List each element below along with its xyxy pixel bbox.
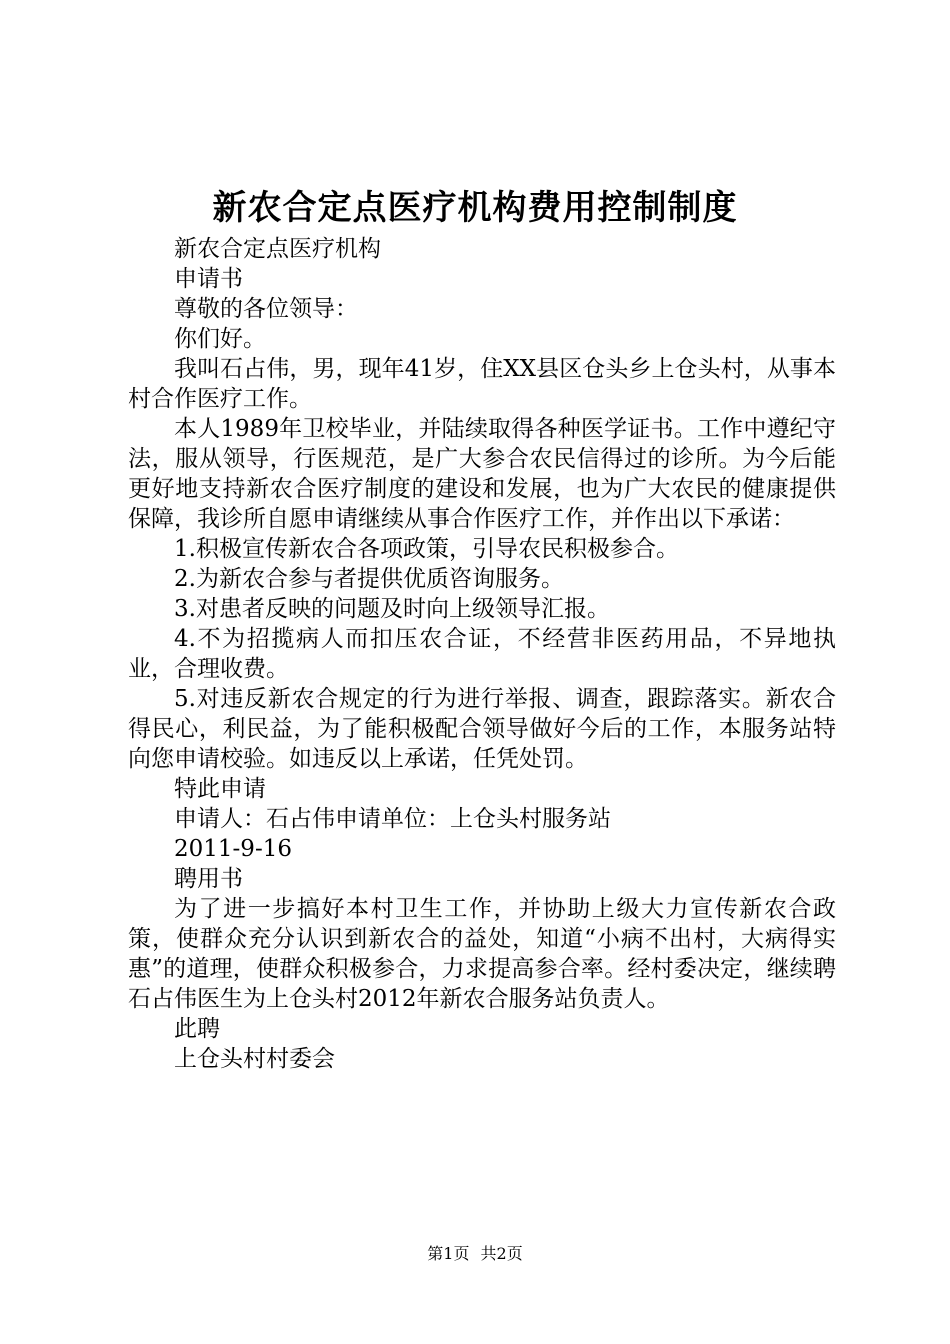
paragraph: 3.对患者反映的问题及时向上级领导汇报。 bbox=[174, 596, 610, 622]
paragraph: 尊敬的各位领导： bbox=[174, 296, 358, 322]
paragraph: 为了进一步搞好本村卫生工作，并协助上级大力宣传新农合政策，使群众充分认识到新农合的益处，知道“小病不出村，大病得实惠”的道理，使群众积极参合，力求提高参合率。经村委决定，继续聘石占伟医生为上仓头村2012年新农合服务站负责人。 bbox=[128, 896, 836, 1012]
page-total: 共2页 bbox=[480, 1244, 523, 1263]
paragraph: 4.不为招揽病人而扣压农合证，不经营非医药用品，不异地执业，合理收费。 bbox=[128, 626, 836, 682]
paragraph: 申请书 bbox=[174, 266, 243, 292]
paragraph: 新农合定点医疗机构 bbox=[174, 236, 381, 262]
paragraph: 上仓头村村委会 bbox=[174, 1046, 335, 1072]
document-title: 新农合定点医疗机构费用控制制度 bbox=[212, 188, 738, 228]
paragraph: 此聘 bbox=[174, 1016, 220, 1042]
document-body bbox=[128, 234, 836, 1074]
page-number: 第1页 bbox=[427, 1244, 470, 1263]
paragraph: 2.为新农合参与者提供优质咨询服务。 bbox=[174, 566, 564, 592]
paragraph: 2011-9-16 bbox=[174, 836, 292, 862]
paragraph: 申请人：石占伟申请单位：上仓头村服务站 bbox=[174, 806, 611, 832]
paragraph: 我叫石占伟，男，现年41岁，住XX县区仓头乡上仓头村，从事本村合作医疗工作。 bbox=[128, 356, 836, 412]
paragraph: 本人1989年卫校毕业，并陆续取得各种医学证书。工作中遵纪守法，服从领导，行医规范，是广大参合农民信得过的诊所。为今后能更好地支持新农合医疗制度的建设和发展，也为广大农民的健康提供保障，我诊所自愿申请继续从事合作医疗工作，并作出以下承诺： bbox=[128, 416, 836, 532]
paragraph: 你们好。 bbox=[174, 326, 266, 352]
paragraph: 1.积极宣传新农合各项政策，引导农民积极参合。 bbox=[174, 536, 679, 562]
page-footer bbox=[0, 1243, 950, 1265]
paragraph: 5.对违反新农合规定的行为进行举报、调查，跟踪落实。新农合得民心，利民益，为了能积极配合领导做好今后的工作，本服务站特向您申请校验。如违反以上承诺，任凭处罚。 bbox=[128, 686, 836, 772]
paragraph: 聘用书 bbox=[174, 866, 243, 892]
paragraph: 特此申请 bbox=[174, 776, 266, 802]
